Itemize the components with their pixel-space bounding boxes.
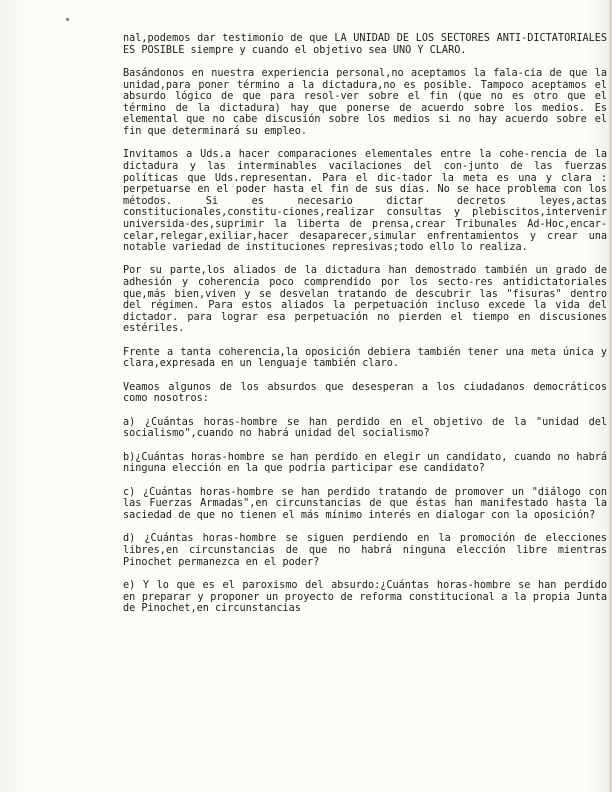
- list-item-a: a) ¿Cuántas horas-hombre se han perdido en el objetivo de la "unidad del socialismo",cuando no habrá unidad del socialismo?: [123, 416, 607, 440]
- paragraph-allies: Por su parte,los aliados de la dictadura han demostrado también un grado de adhesión y coherencia poco comprendido por los secto-res antidictatoriales que,más bien,viven y se desvelan tratando de descubrir las "fisuras" dentro del régimen. Para estos aliados la perpetuación incluso excede la vida del dictador. para lograr esa perpetuación no pierden el tiempo en discusiones estériles.: [123, 265, 607, 335]
- list-item-d: d) ¿Cuántas horas-hombre se siguen perdiendo en la promoción de elecciones libres,en circunstancias de que no habrá ninguna elección libre mientras Pinochet permanezca en el poder?: [123, 533, 607, 568]
- page-speck: [66, 18, 69, 21]
- list-item-b: b)¿Cuántas horas-hombre se han perdido en elegir un candidato, cuando no habrá ninguna elección en la que podría participar ese candidato?: [123, 451, 607, 475]
- list-item-e: e) Y lo que es el paroxismo del absurdo:¿Cuántas horas-hombre se han perdido en preparar y proponer un proyecto de reforma constitucional a la propia Junta de Pinochet,en circunstancias: [123, 579, 607, 615]
- paragraph-opposition: Frente a tanta coherencia,la oposición debiera también tener una meta única y clara,expresada en un lenguaje también claro.: [123, 346, 607, 370]
- list-item-c: c) ¿Cuántas horas-hombre se han perdido tratando de promover un "diálogo con las Fuerzas Armadas",en circunstancias de que éstas han manifestado hasta la saciedad de que no tienen el más mínimo interés en dialogar con la oposición?: [123, 486, 607, 521]
- paragraph-unity: nal,podemos dar testimonio de que LA UNIDAD DE LOS SECTORES ANTI-DICTATORIALES ES POSIBLE siempre y cuando el objetivo sea UNO Y CLARO.: [123, 33, 607, 56]
- document-body: [123, 33, 607, 627]
- paragraph-absurdities-intro: Veamos algunos de los absurdos que desesperan a los ciudadanos democráticos como nosotros:: [123, 381, 607, 405]
- paragraph-experience: Basándonos en nuestra experiencia personal,no aceptamos la fala-cia de que la unidad,para poner término a la dictadura,no es posible. Tampoco aceptamos el absurdo lógico de que para resol-ver sobre el fin (que no es otro que el término de la dictadura) hay que ponerse de acuerdo sobre los medios. Es elemental que no cabe discusión sobre los medios si no hay acuerdo sobre el fin que determinará su empleo.: [123, 67, 607, 137]
- paragraph-coherence: Invitamos a Uds.a hacer comparaciones elementales entre la cohe-rencia de la dictadura y las interminables vacilaciones del con-junto de las fuerzas políticas que Uds.representan. Para el dic-tador la meta es una y clara : perpetuarse en el poder hasta el fin de sus días. No se hace problema con los métodos. Si es necesario dictar decretos leyes,actas constitucionales,constitu-ciones,realizar consultas y plebiscitos,intervenir universida-des,suprimir la liberta de prensa,crear Tribunales Ad-Hoc,encar-celar,relegar,exiliar,hacer desaparecer,simular enfrentamientos y crear una notable variedad de instituciones represivas;todo ello lo realiza.: [123, 149, 607, 254]
